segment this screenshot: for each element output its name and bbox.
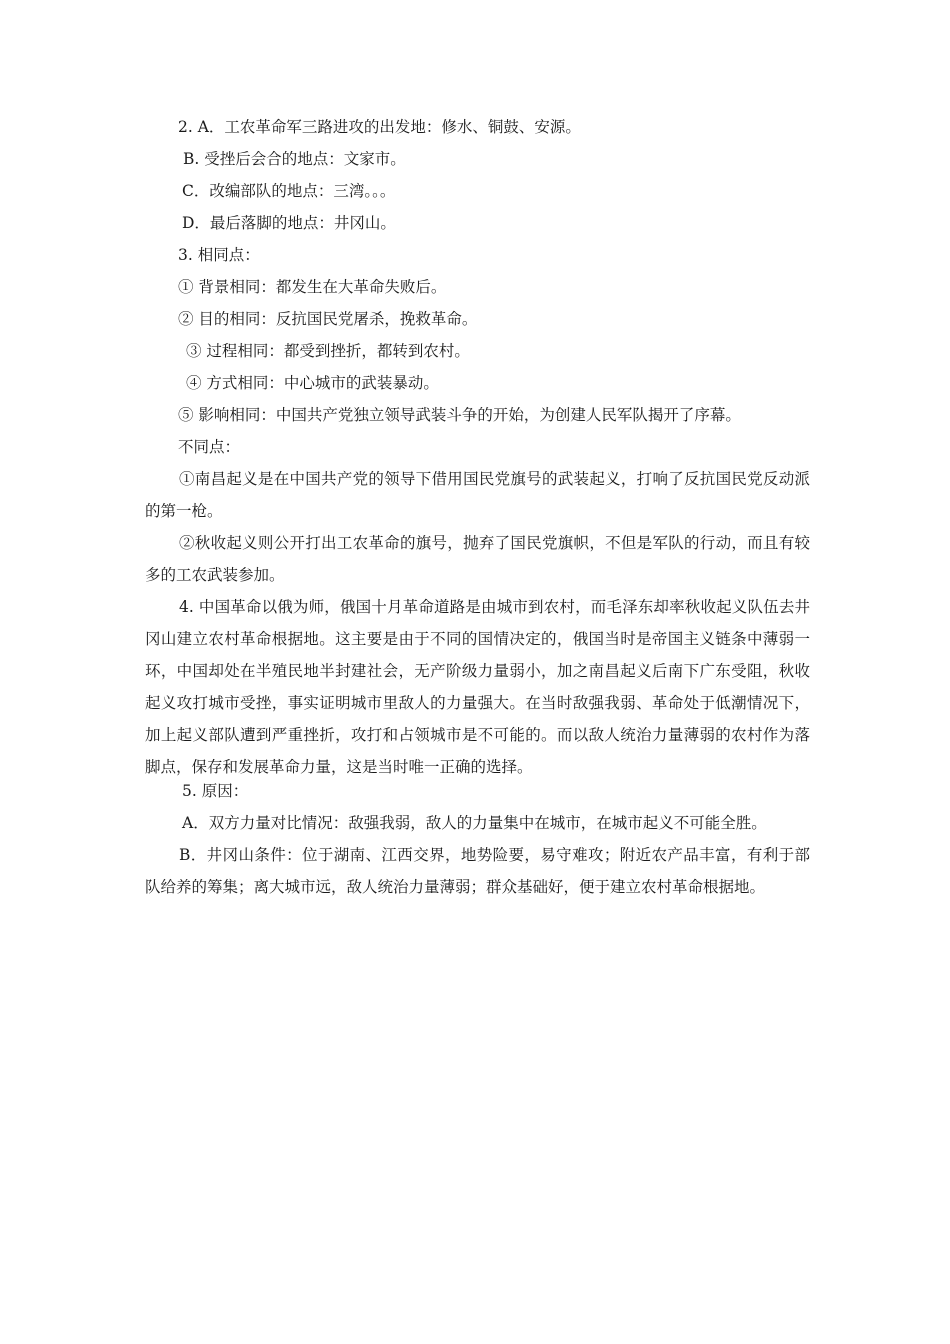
q3-same-item: ② 目的相同：反抗国民党屠杀，挽救革命。 <box>178 310 478 328</box>
q2-item-c: C．改编部队的地点：三湾。。。 <box>182 182 396 200</box>
q3-same-item: ④ 方式相同：中心城市的武装暴动。 <box>186 374 439 392</box>
q5-item-b: B．井冈山条件：位于湖南、江西交界，地势险要，易守难攻；附近农产品丰富，有利于部队给养的筹集；离大城市远，敌人统治力量薄弱；群众基础好，便于建立农村革命根据地。 <box>145 846 810 896</box>
q3-heading: 3. 相同点： <box>178 246 260 264</box>
q3-same-item: ① 背景相同：都发生在大革命失败后。 <box>178 278 447 296</box>
q2-item-d: D．最后落脚的地点：井冈山。 <box>182 214 396 232</box>
q3-diff-item: ①南昌起义是在中国共产党的领导下借用国民党旗号的武装起义，打响了反抗国民党反动派的第一枪。 <box>145 470 810 520</box>
q3-same-item: ③ 过程相同：都受到挫折，都转到农村。 <box>186 342 470 360</box>
q3-diff-heading: 不同点： <box>178 438 241 456</box>
q2-item-a: 2. A．工农革命军三路进攻的出发地：修水、铜鼓、安源。 <box>178 118 581 136</box>
q5-item-a: A．双方力量对比情况：敌强我弱，敌人的力量集中在城市，在城市起义不可能全胜。 <box>182 814 767 832</box>
q3-diff-item: ②秋收起义则公开打出工农革命的旗号，抛弃了国民党旗帜，不但是军队的行动，而且有较多的工农武装参加。 <box>145 534 810 584</box>
q5-heading: 5. 原因： <box>182 782 249 800</box>
q2-item-b: B. 受挫后会合的地点：文家市。 <box>183 150 406 168</box>
q3-same-item: ⑤ 影响相同：中国共产党独立领导武装斗争的开始，为创建人民军队揭开了序幕。 <box>178 406 741 424</box>
q4-paragraph: 4. 中国革命以俄为师，俄国十月革命道路是由城市到农村，而毛泽东却率秋收起义队伍去井冈山建立农村革命根据地。这主要是由于不同的国情决定的，俄国当时是帝国主义链条中薄弱一环，中国却处在半殖民地半封建社会，无产阶级力量弱小，加之南昌起义后南下广东受阻，秋收起义攻打城市受挫，事实证明城市里敌人的力量强大。在当时敌强我弱、革命处于低潮情况下，加上起义部队遭到严重挫折，攻打和占领城市是不可能的。而以敌人统治力量薄弱的农村作为落脚点，保存和发展革命力量，这是当时唯一正确的选择。 <box>145 598 810 776</box>
